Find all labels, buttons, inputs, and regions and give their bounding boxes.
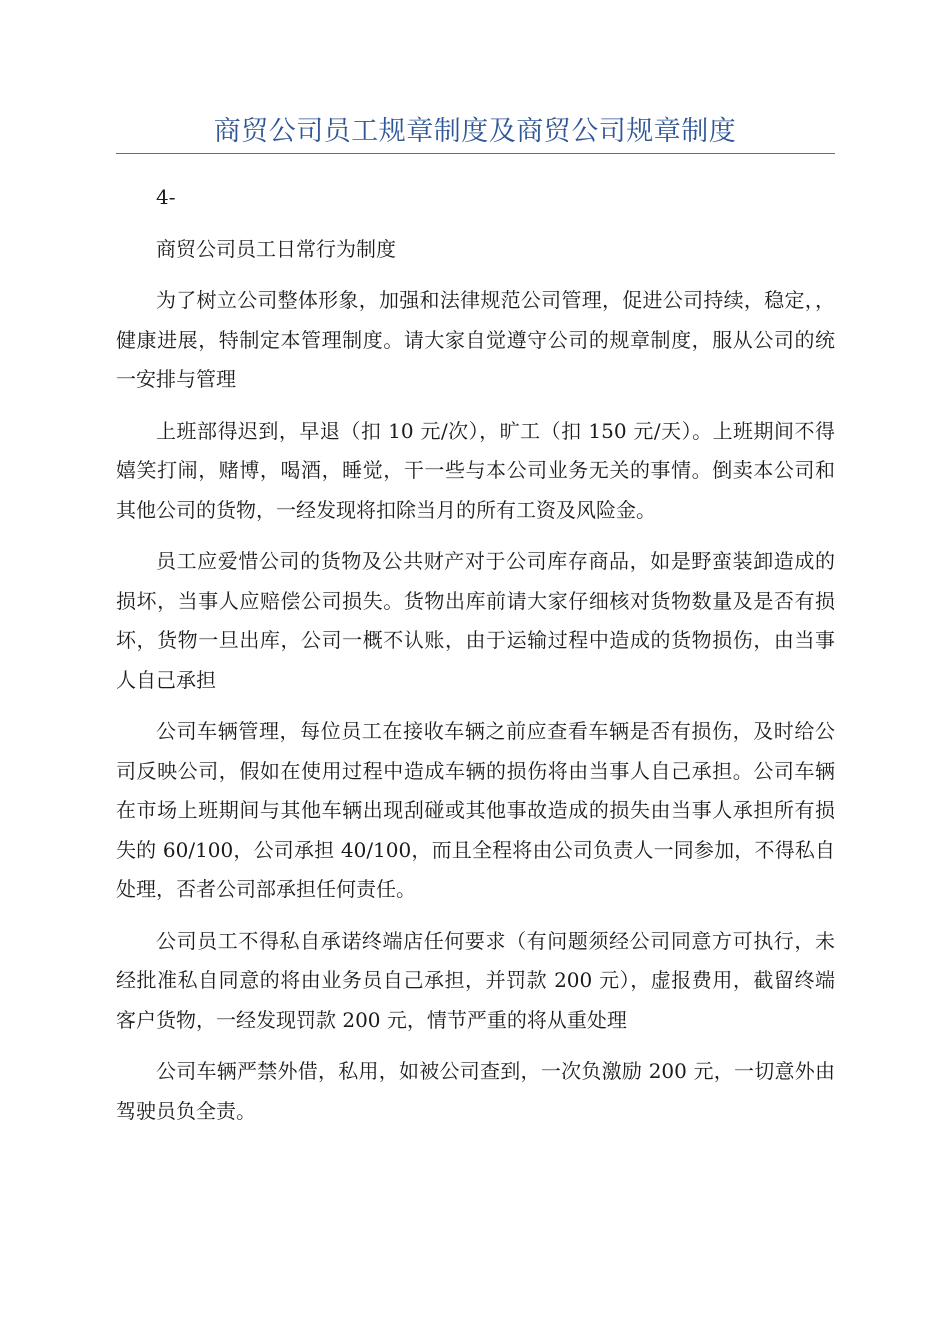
paragraph-goods-care: 员工应爱惜公司的货物及公共财产对于公司库存商品，如是野蛮装卸造成的损坏，当事人应赔偿公司损失。货物出库前请大家仔细核对货物数量及是否有损坏，货物一旦出库，公司一概不认账，由于运输过程中造成的货物损伤，由当事人自己承担: [116, 549, 835, 692]
title-underline-rule: [116, 153, 835, 154]
paragraph-vehicle-management: 公司车辆管理，每位员工在接收车辆之前应查看车辆是否有损伤，及时给公司反映公司，假如在使用过程中造成车辆的损伤将由当事人自己承担。公司车辆在市场上班期间与其他车辆出现刮碰或其他事故造成的损失由当事人承担所有损失的 60/100，公司承担 40/100，而且全程将由公司负责人一同参加，不得私自处理，否者公司部承担任何责任。: [116, 719, 835, 901]
paragraph-attendance: 上班部得迟到，早退（扣 10 元/次），旷工（扣 150 元/天）。上班期间不得嬉笑打闹，赌博，喝酒，睡觉，干一些与本公司业务无关的事情。倒卖本公司和其他公司的货物，一经发现将扣除当月的所有工资及风险金。: [116, 418, 835, 522]
section-number: 4-: [156, 185, 176, 209]
document-body: [116, 178, 835, 1143]
paragraph-promises: 公司员工不得私自承诺终端店任何要求（有问题须经公司同意方可执行，未经批准私自同意的将由业务员自己承担，并罚款 200 元），虚报费用，截留终端客户货物，一经发现罚款 200 元，情节严重的将从重处理: [116, 928, 835, 1032]
section-heading: 商贸公司员工日常行为制度: [156, 236, 396, 261]
paragraph-intro: 为了树立公司整体形象，加强和法律规范公司管理，促进公司持续，稳定，，健康进展，特制定本管理制度。请大家自觉遵守公司的规章制度，服从公司的统一安排与管理: [116, 288, 835, 391]
paragraph-vehicle-lending: 公司车辆严禁外借，私用，如被公司查到，一次负激励 200 元，一切意外由驾驶员负全责。: [116, 1059, 835, 1123]
document-title: 商贸公司员工规章制度及商贸公司规章制度: [213, 116, 737, 147]
